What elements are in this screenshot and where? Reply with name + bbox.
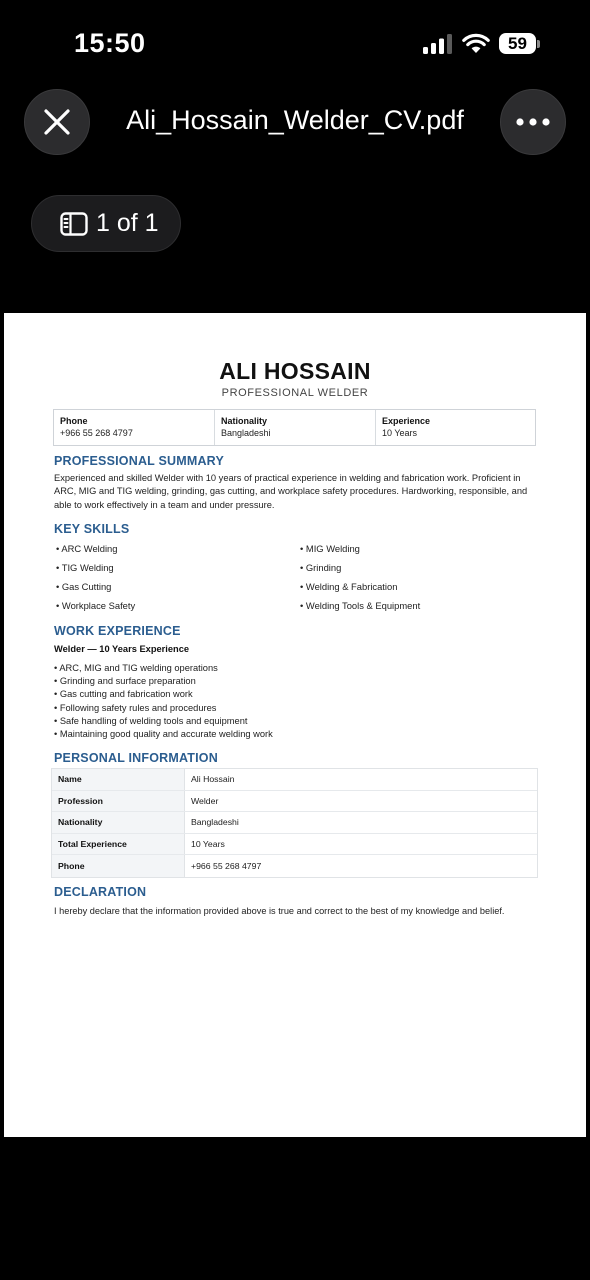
table-row: Profession Welder [52,791,537,813]
more-options-button[interactable] [500,89,566,155]
document-title: Ali_Hossain_Welder_CV.pdf [126,105,464,135]
duties-list [54,662,273,741]
skill-item: • Gas Cutting [56,581,112,592]
close-icon [44,109,70,135]
personal-info-table [51,768,538,878]
table-row: Nationality Bangladeshi [52,812,537,834]
skill-item: • TIG Welding [56,562,114,573]
job-title: Welder — 10 Years Experience [54,644,190,654]
table-row: Name Ali Hossain [52,769,537,791]
summary-text: Experienced and skilled Welder with 10 years of practical experience in welding and fabrication work. Proficient in ARC, MIG and TIG welding, grinding, gas cutting, and workplace safety procedures. Hardworking, responsible, and able to work effectively in a team and under pressure. [54,473,528,510]
cv-role: PROFESSIONAL WELDER [221,387,369,399]
section-heading-skills: KEY SKILLS [54,522,130,536]
skill-item: • MIG Welding [300,543,360,554]
close-button[interactable] [24,89,90,155]
skill-item: • Grinding [300,562,342,573]
duty-item: • Maintaining good quality and accurate welding work [54,729,273,740]
contact-summary-box [53,409,536,446]
page-count-label: 1 of 1 [96,209,159,237]
duty-item: • Following safety rules and procedures [54,702,217,713]
duty-item: • Gas cutting and fabrication work [54,689,193,700]
pdf-page[interactable] [4,313,586,1137]
skill-item: • Welding & Fabrication [300,581,398,592]
skill-item: • ARC Welding [56,543,118,554]
skill-item: • Workplace Safety [56,600,136,611]
contact-experience: Experience 10 Years [382,416,431,438]
cv-name: ALI HOSSAIN [219,358,371,384]
duty-item: • ARC, MIG and TIG welding operations [54,663,218,673]
table-row: Phone +966 55 268 4797 [52,855,537,877]
declaration-text: I hereby declare that the information provided above is true and correct to the best of my knowledge and belief. [54,906,505,916]
battery-icon [499,33,541,55]
duty-item: • Safe handling of welding tools and equipment [54,715,248,726]
section-heading-experience: WORK EXPERIENCE [54,624,181,638]
duty-item: • Grinding and surface preparation [54,676,196,687]
section-heading-declaration: DECLARATION [54,885,147,899]
battery-level: 59 [499,33,536,54]
table-row: Total Experience 10 Years [52,834,537,856]
status-time: 15:50 [74,28,146,58]
skill-item: • Welding Tools & Equipment [300,600,421,611]
page-indicator-button[interactable] [31,195,181,252]
section-heading-summary: PROFESSIONAL SUMMARY [54,454,224,468]
wifi-icon [462,32,490,54]
cellular-signal-icon [423,34,453,54]
contact-phone: Phone +966 55 268 4797 [54,410,215,445]
status-bar [0,0,590,80]
contact-nationality: Nationality Bangladeshi [215,410,376,445]
sidebar-thumbnails-icon [60,212,88,236]
section-heading-personal: PERSONAL INFORMATION [54,751,218,765]
ellipsis-icon [516,118,550,126]
